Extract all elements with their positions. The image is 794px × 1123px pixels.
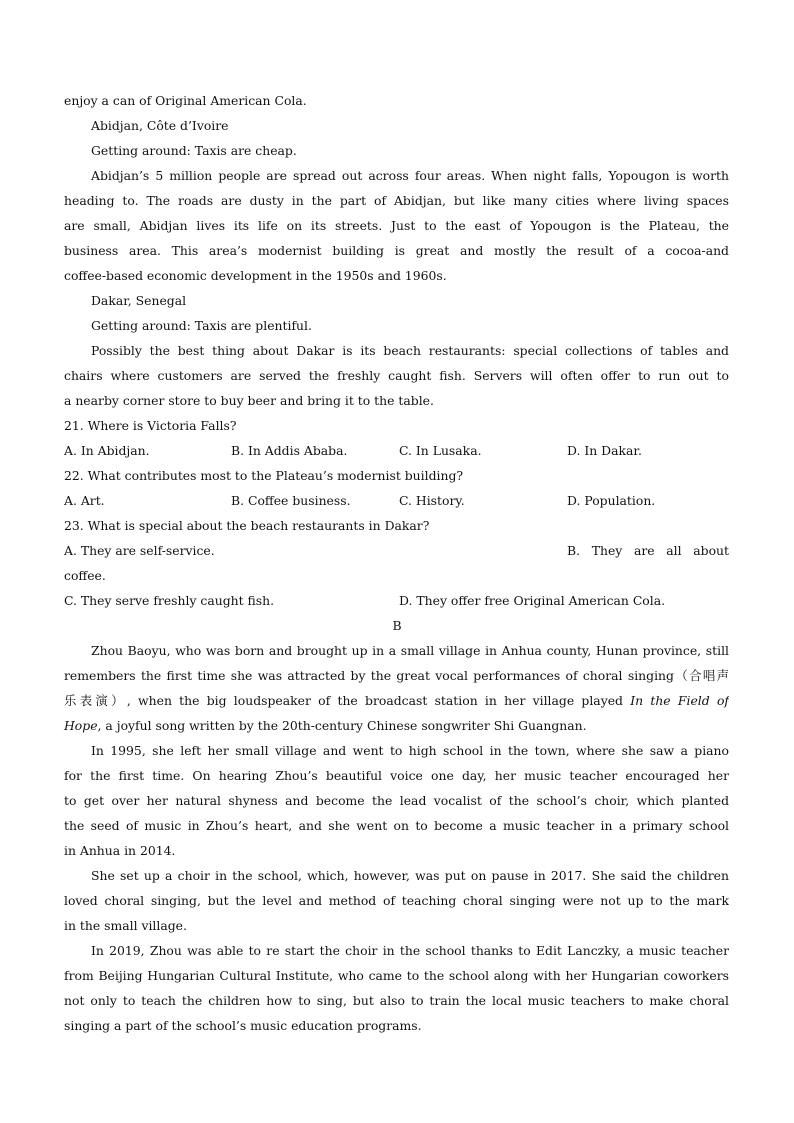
city-heading: Abidjan, Côte d’Ivoire: [91, 118, 229, 133]
passage-text: , a joyful song written by the 20th-century Chinese songwriter Shi Guangnan.: [97, 718, 587, 733]
passage-line: In 2019, Zhou was able to re start the choir in the school thanks to Edit Lanczky, a music teacher: [91, 943, 729, 958]
passage-line: the seed of music in Zhou’s heart, and she went on to become a music teacher in a primary school: [64, 818, 729, 833]
option-d: D. They offer free Original American Cola.: [399, 593, 666, 608]
option-d: D. Population.: [567, 493, 656, 508]
city-heading: Dakar, Senegal: [91, 293, 187, 308]
option-b: B. In Addis Ababa.: [231, 443, 348, 458]
passage-line: [64, 713, 729, 738]
getting-around-line: Getting around: Taxis are cheap.: [91, 143, 297, 158]
song-title: In the Field of: [630, 693, 729, 708]
passage-line: loved choral singing, but the level and method of teaching choral singing were not up to the mark: [64, 893, 729, 908]
section-label: B: [392, 618, 402, 633]
passage-line: Abidjan’s 5 million people are spread out across four areas. When night falls, Yopougon is worth: [91, 168, 729, 183]
question-stem: 22. What contributes most to the Plateau’s modernist building?: [64, 468, 464, 483]
option-a: A. Art.: [64, 493, 105, 508]
getting-around-line: Getting around: Taxis are plentiful.: [91, 318, 312, 333]
passage-line: for the first time. On hearing Zhou’s beautiful voice one day, her music teacher encouraged her: [64, 768, 729, 783]
option-c: C. History.: [399, 493, 465, 508]
song-title: Hope: [64, 718, 98, 733]
question-stem: 21. Where is Victoria Falls?: [64, 418, 237, 433]
passage-line: business area. This area’s modernist building is great and mostly the result of a cocoa-and: [64, 243, 729, 258]
passage-line: Possibly the best thing about Dakar is its beach restaurants: special collections of tables and: [91, 343, 729, 358]
passage-line: [64, 688, 729, 713]
passage-line: from Beijing Hungarian Cultural Institute, who came to the school along with her Hungarian coworkers: [64, 968, 729, 983]
passage-line: coffee-based economic development in the 1950s and 1960s.: [64, 268, 447, 283]
passage-line: are small, Abidjan lives its life on its streets. Just to the east of Yopougon is the Plateau, the: [64, 218, 729, 233]
option-b: B. Coffee business.: [231, 493, 351, 508]
passage-line: singing a part of the school’s music education programs.: [64, 1018, 422, 1033]
option-a: A. In Abidjan.: [64, 443, 150, 458]
option-d: D. In Dakar.: [567, 443, 642, 458]
question-stem: 23. What is special about the beach restaurants in Dakar?: [64, 518, 430, 533]
passage-line: in Anhua in 2014.: [64, 843, 176, 858]
option-c: C. In Lusaka.: [399, 443, 482, 458]
passage-text: 乐表演）, when the big loudspeaker of the broadcast station in her village played: [64, 693, 631, 708]
passage-line: remembers the first time she was attracted by the great vocal performances of choral singing（合唱声: [64, 668, 729, 683]
passage-line: a nearby corner store to buy beer and bring it to the table.: [64, 393, 434, 408]
passage-line: not only to teach the children how to sing, but also to train the local music teachers to make choral: [64, 993, 729, 1008]
passage-line: She set up a choir in the school, which, however, was put on pause in 2017. She said the children: [91, 868, 729, 883]
option-a: A. They are self-service.: [64, 543, 215, 558]
passage-line: in the small village.: [64, 918, 187, 933]
passage-line: to get over her natural shyness and become the lead vocalist of the school’s choir, which planted: [64, 793, 729, 808]
passage-line: heading to. The roads are dusty in the part of Abidjan, but like many cities where living spaces: [64, 193, 729, 208]
option-b-continued: coffee.: [64, 568, 106, 583]
option-c: C. They serve freshly caught fish.: [64, 593, 275, 608]
passage-line: enjoy a can of Original American Cola.: [64, 93, 307, 108]
passage-line: Zhou Baoyu, who was born and brought up in a small village in Anhua county, Hunan province, still: [91, 643, 729, 658]
option-b: B. They are all about: [567, 543, 729, 558]
passage-line: chairs where customers are served the freshly caught fish. Servers will often offer to run out to: [64, 368, 729, 383]
passage-line: In 1995, she left her small village and went to high school in the town, where she saw a piano: [91, 743, 729, 758]
